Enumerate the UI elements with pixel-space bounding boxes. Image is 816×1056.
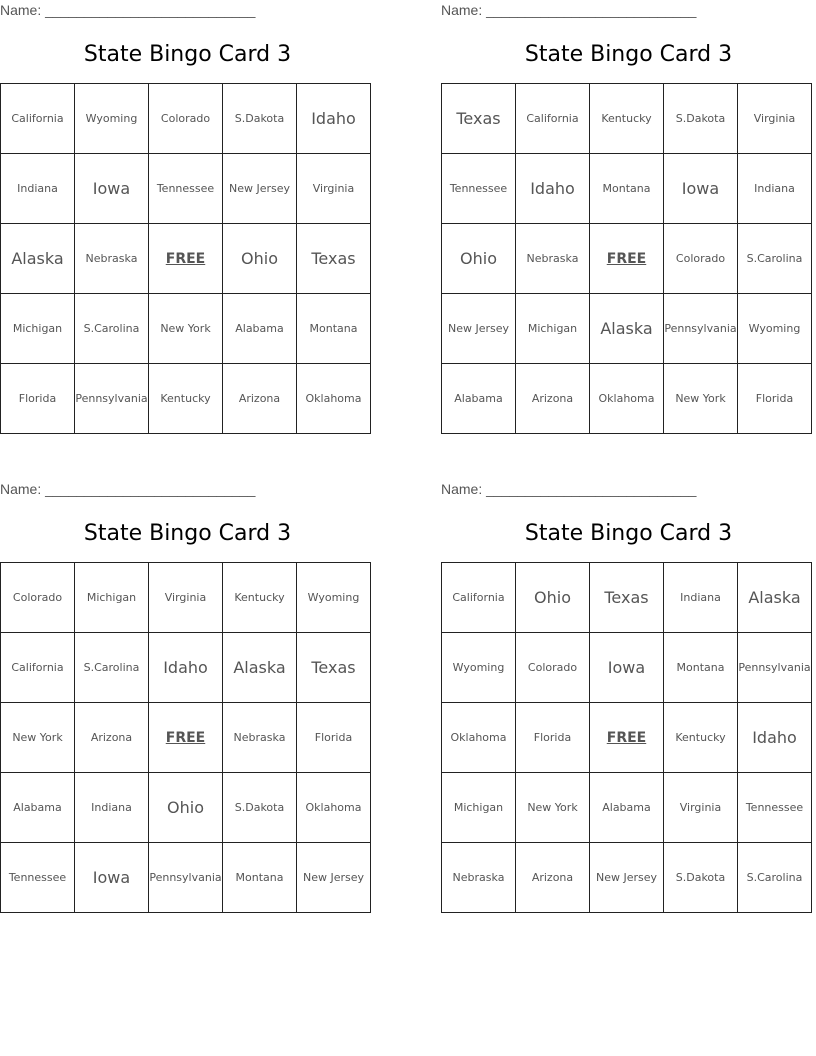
bingo-row [442,843,812,913]
bingo-cell: Montana [664,633,738,703]
bingo-cell: Kentucky [149,364,223,434]
bingo-cell: S.Carolina [75,633,149,703]
bingo-cell: Virginia [149,563,223,633]
bingo-cell: S.Carolina [75,294,149,364]
bingo-cell: Colorado [149,84,223,154]
bingo-cell: Michigan [516,294,590,364]
bingo-cell: Ohio [442,224,516,294]
bingo-cell: Idaho [516,154,590,224]
bingo-row [442,224,812,294]
bingo-row [1,633,371,703]
bingo-row [1,84,371,154]
bingo-cell: Colorado [664,224,738,294]
card-title: State Bingo Card 3 [524,521,733,546]
bingo-row [442,773,812,843]
bingo-cell: Oklahoma [297,773,371,843]
name-field-label: Name: ___________________________ [441,481,697,497]
bingo-cell: Pennsylvania [664,294,738,364]
bingo-cell: New Jersey [297,843,371,913]
bingo-cell: Idaho [297,84,371,154]
bingo-row [1,843,371,913]
bingo-cell: Pennsylvania [149,843,223,913]
bingo-cell: Virginia [297,154,371,224]
bingo-cell: Montana [590,154,664,224]
bingo-row [442,84,812,154]
name-field-label: Name: ___________________________ [0,481,256,497]
bingo-cell: Nebraska [223,703,297,773]
bingo-cell: Colorado [516,633,590,703]
bingo-grid [0,562,371,913]
name-field-label: Name: ___________________________ [441,2,697,18]
bingo-cell: Colorado [1,563,75,633]
bingo-cell: Alabama [1,773,75,843]
bingo-cell: California [1,633,75,703]
bingo-cell: Virginia [738,84,812,154]
bingo-cell: S.Dakota [664,843,738,913]
bingo-cell: Alaska [223,633,297,703]
bingo-cell: S.Carolina [738,843,812,913]
bingo-cell: Florida [516,703,590,773]
name-field-label: Name: ___________________________ [0,2,256,18]
bingo-cell: California [1,84,75,154]
bingo-cell: Pennsylvania [738,633,812,703]
bingo-cell: Kentucky [590,84,664,154]
bingo-row [442,563,812,633]
bingo-row [442,364,812,434]
bingo-cell: Florida [297,703,371,773]
bingo-cell: Arizona [516,843,590,913]
bingo-cell: Idaho [149,633,223,703]
bingo-cell: New York [1,703,75,773]
bingo-row [442,633,812,703]
bingo-cell: Texas [590,563,664,633]
bingo-cell: Alabama [442,364,516,434]
bingo-cell: Kentucky [664,703,738,773]
bingo-grid [441,83,812,434]
bingo-cell: S.Carolina [738,224,812,294]
bingo-cell: Iowa [75,843,149,913]
bingo-cell: Tennessee [738,773,812,843]
free-space: FREE [149,703,223,773]
free-space: FREE [149,224,223,294]
bingo-cell: Wyoming [738,294,812,364]
bingo-row [1,703,371,773]
bingo-cell: Texas [442,84,516,154]
bingo-cell: Tennessee [442,154,516,224]
bingo-grid [441,562,812,913]
bingo-row [1,294,371,364]
bingo-row [1,773,371,843]
bingo-cell: New Jersey [223,154,297,224]
bingo-cell: S.Dakota [223,773,297,843]
bingo-cell: Florida [1,364,75,434]
bingo-cell: Nebraska [75,224,149,294]
bingo-row [442,294,812,364]
bingo-cell: Iowa [590,633,664,703]
bingo-cell: Michigan [442,773,516,843]
bingo-cell: Nebraska [442,843,516,913]
free-space: FREE [590,703,664,773]
bingo-cell: Alabama [223,294,297,364]
bingo-cell: Alaska [1,224,75,294]
bingo-cell: Virginia [664,773,738,843]
bingo-cell: Indiana [738,154,812,224]
card-title: State Bingo Card 3 [83,42,292,67]
bingo-cell: Indiana [1,154,75,224]
bingo-cell: Iowa [75,154,149,224]
bingo-cell: Montana [297,294,371,364]
bingo-cell: Oklahoma [442,703,516,773]
bingo-row [442,703,812,773]
bingo-cell: Tennessee [149,154,223,224]
bingo-cell: Arizona [75,703,149,773]
bingo-cell: Alaska [590,294,664,364]
bingo-cell: Tennessee [1,843,75,913]
bingo-cell: California [442,563,516,633]
bingo-cell: Ohio [516,563,590,633]
bingo-row [442,154,812,224]
bingo-cell: Indiana [664,563,738,633]
free-space: FREE [590,224,664,294]
bingo-cell: Alabama [590,773,664,843]
bingo-cell: Arizona [516,364,590,434]
bingo-cell: New Jersey [590,843,664,913]
card-title: State Bingo Card 3 [83,521,292,546]
bingo-cell: Wyoming [75,84,149,154]
bingo-cell: Oklahoma [590,364,664,434]
bingo-cell: Nebraska [516,224,590,294]
bingo-row [1,154,371,224]
bingo-cell: California [516,84,590,154]
bingo-cell: Michigan [1,294,75,364]
bingo-row [1,364,371,434]
bingo-row [1,224,371,294]
bingo-cell: Wyoming [442,633,516,703]
card-title: State Bingo Card 3 [524,42,733,67]
bingo-cell: Florida [738,364,812,434]
bingo-cell: New York [664,364,738,434]
bingo-grid [0,83,371,434]
bingo-cell: Ohio [149,773,223,843]
bingo-cell: Ohio [223,224,297,294]
bingo-cell: New York [516,773,590,843]
bingo-cell: Michigan [75,563,149,633]
bingo-cell: Alaska [738,563,812,633]
bingo-cell: S.Dakota [664,84,738,154]
bingo-cell: Indiana [75,773,149,843]
bingo-cell: S.Dakota [223,84,297,154]
bingo-cell: Oklahoma [297,364,371,434]
bingo-cell: New York [149,294,223,364]
bingo-cell: New Jersey [442,294,516,364]
bingo-cell: Kentucky [223,563,297,633]
bingo-cell: Texas [297,224,371,294]
bingo-cell: Texas [297,633,371,703]
bingo-cell: Montana [223,843,297,913]
bingo-cell: Idaho [738,703,812,773]
bingo-cell: Pennsylvania [75,364,149,434]
bingo-cell: Iowa [664,154,738,224]
bingo-cell: Wyoming [297,563,371,633]
bingo-row [1,563,371,633]
bingo-cell: Arizona [223,364,297,434]
